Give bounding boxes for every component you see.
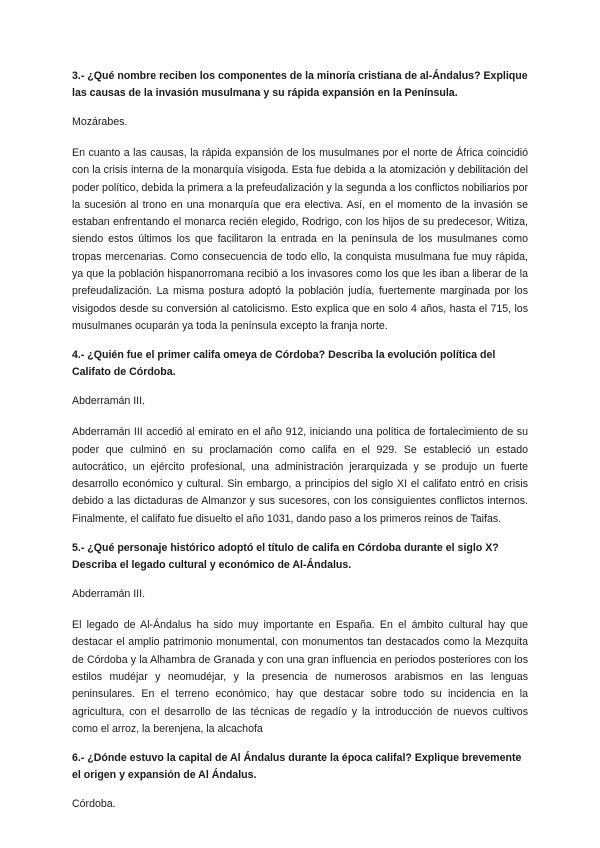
question-heading: 5.- ¿Qué personaje histórico adoptó el título de califa en Córdoba durante el siglo X? Describa el legado cultural y económico de Al-Ándalus. <box>72 542 499 572</box>
section-3 <box>72 68 528 335</box>
question-heading: 3.- ¿Qué nombre reciben los componentes de la minoría cristiana de al-Ándalus? Explique las causas de la invasión musulmana y su rápida expansión en la Península. <box>72 70 528 99</box>
question-heading: 6.- ¿Dónde estuvo la capital de Al Ándalus durante la época califal? Explique brevemente el origen y expansión de Al Ándalus. <box>72 752 522 782</box>
short-answer: Córdoba. <box>72 798 116 811</box>
answer-paragraph: En cuanto a las causas, la rápida expansión de los musulmanes por el norte de África coincidió con la crisis interna de la monarquía visigoda. Esta fue debida a la atomización y debilitación del poder político, debida la primera a la prefeudalización y la segunda a los conflictos nobiliarios por la sucesión al trono en una monarquía que era electiva. Así, en el momento de la invasión se estaban enfrentando el monarca recién elegido, Rodrigo, con los hijos de su predecesor, Witiza, siendo estos últimos los que facilitaron la entrada en la península de los musulmanes como tropas mercenarias. Como consecuencia de todo ello, la conquista musulmana fue muy rápida, ya que la población hispanorromana recibió a los invasores como los que les iban a liberar de la prefeudalización. La misma postura adoptó la población judía, fuertemente marginada por los visigodos desde su conversión al catolicismo. Esto explica que en solo 4 años, hasta el 715, los musulmanes ocuparán ya toda la península excepto la franja norte. <box>72 147 528 332</box>
question-heading: 4.- ¿Quién fue el primer califa omeya de Córdoba? Describa la evolución política del Califato de Córdoba. <box>72 349 496 379</box>
short-answer: Abderramán III. <box>72 588 146 601</box>
short-answer: Abderramán III. <box>72 395 146 408</box>
section-4 <box>72 347 528 528</box>
answer-paragraph: El legado de Al-Ándalus ha sido muy importante en España. En el ámbito cultural hay que destacar el amplio patrimonio monumental, con monumentos tan destacados como la Mezquita de Córdoba y la Alhambra de Granada y con una gran influencia en periodos posteriores con los estilos mudéjar y neomudéjar, y la presencia de numerosos arabismos en las lenguas peninsulares. En el terreno económico, hay que destacar sobre todo su incidencia en la agricultura, con el desarrollo de las técnicas de regadío y la introducción de nuevos cultivos como el arroz, la berenjena, la alcachofa <box>72 619 528 735</box>
section-6 <box>72 750 528 813</box>
section-5 <box>72 540 528 738</box>
short-answer: Mozárabes. <box>72 116 128 128</box>
answer-paragraph: Abderramán III accedió al emirato en el año 912, iniciando una política de fortalecimiento de su poder que culminó en su proclamación como califa en el 929. Se estableció un estado autocrático, un ejército profesional, una administración jerarquizada y se produjo un fuerte desarrollo económico y cultural. Sin embargo, a principios del siglo XI el califato entró en crisis debido a las dictaduras de Almanzor y sus sucesores, con los consiguientes conflictos internos. Finalmente, el califato fue disuelto el año 1031, dando paso a los primeros reinos de Taifas. <box>72 426 528 525</box>
